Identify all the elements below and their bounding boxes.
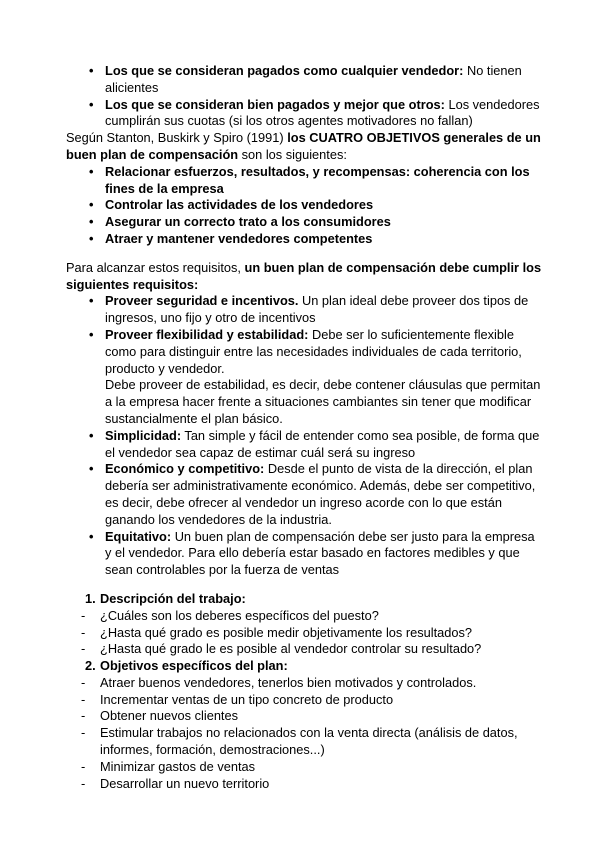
list-item	[66, 625, 542, 642]
list-item	[66, 725, 542, 759]
paragraph-bold-text: los CUATRO OBJETIVOS generales de un buen plan de compensación	[66, 130, 541, 162]
requirements-intro-paragraph	[66, 260, 542, 294]
list-item	[66, 529, 542, 579]
heading-text: Descripción del trabajo:	[100, 590, 246, 606]
list-item	[66, 197, 542, 214]
dash-icon: -	[81, 691, 86, 707]
list-item	[66, 428, 542, 462]
list-item	[66, 759, 542, 776]
item-lead-bold: Los que se consideran bien pagados y mejor que otros:	[105, 96, 445, 112]
blank-line	[66, 248, 542, 260]
bullet-icon: •	[89, 528, 94, 544]
item-lead-bold: Los que se consideran pagados como cualquier vendedor:	[105, 63, 464, 78]
dash-icon: -	[81, 758, 86, 774]
item-text: Los vendedores cumplirán sus cuotas (si los otros agentes motivadores no fallan)	[105, 96, 540, 129]
list-item	[66, 461, 542, 528]
item-text: Obtener nuevos clientes	[100, 708, 239, 724]
bullet-icon: •	[89, 427, 94, 443]
bullet-icon: •	[89, 230, 94, 246]
item-text: Desarrollar un nuevo territorio	[100, 775, 270, 791]
paragraph-text: son los siguientes:	[238, 146, 347, 162]
item-lead-bold: Proveer flexibilidad y estabilidad:	[105, 326, 309, 342]
item-lead-bold: Controlar las actividades de los vendedores	[105, 197, 374, 213]
numbered-heading-job-description	[66, 591, 542, 608]
list-item	[66, 214, 542, 231]
plan-objectives-list	[66, 675, 542, 793]
list-item	[66, 327, 542, 428]
item-text: Un plan ideal debe proveer dos tipos de ingresos, uno fijo y otro de incentivos	[105, 293, 529, 326]
numbered-heading-plan-objectives	[66, 658, 542, 675]
list-item	[66, 231, 542, 248]
item-text: ¿Hasta qué grado es posible medir objetivamente los resultados?	[100, 624, 473, 640]
item-lead-bold: Equitativo:	[105, 528, 172, 544]
list-item	[66, 97, 542, 131]
paragraph-text: Según Stanton, Buskirk y Spiro (1991)	[66, 130, 288, 146]
paragraph-text: Para alcanzar estos requisitos,	[66, 259, 245, 275]
bullet-icon: •	[89, 326, 94, 342]
bullet-icon: •	[89, 197, 94, 213]
item-lead-bold: Simplicidad:	[105, 427, 182, 443]
item-lead-bold: Atraer y mantener vendedores competentes	[105, 230, 373, 246]
bullet-icon: •	[89, 214, 94, 230]
item-number: 2.	[85, 658, 96, 674]
list-item	[66, 776, 542, 793]
list-item	[66, 641, 542, 658]
item-text: Atraer buenos vendedores, tenerlos bien motivados y controlados.	[100, 674, 477, 690]
list-item	[66, 293, 542, 327]
requirements-list	[66, 293, 542, 579]
list-item	[66, 692, 542, 709]
item-text: Debe ser lo suficientemente flexible como para distinguir entre las necesidades individuales de cada territorio, producto y vendedor.	[105, 326, 522, 376]
list-item	[66, 675, 542, 692]
heading-text: Objetivos específicos del plan:	[100, 658, 288, 674]
dash-icon: -	[81, 641, 86, 657]
item-text: ¿Hasta qué grado le es posible al vendedor controlar su resultado?	[100, 641, 482, 657]
job-description-questions-list	[66, 608, 542, 658]
item-text: No tienen alicientes	[105, 63, 522, 95]
bullet-icon: •	[89, 96, 94, 112]
dash-icon: -	[81, 624, 86, 640]
list-item	[66, 708, 542, 725]
bullet-icon: •	[89, 163, 94, 179]
item-text: Un buen plan de compensación debe ser justo para la empresa y el vendedor. Para ello debería estar basado en factores medibles y que sean controlables por la fuerza de ventas	[105, 528, 535, 578]
dash-icon: -	[81, 674, 86, 690]
seller-perception-list	[66, 63, 542, 130]
objectives-intro-paragraph	[66, 130, 542, 164]
dash-icon: -	[81, 725, 86, 741]
dash-icon: -	[81, 708, 86, 724]
bullet-icon: •	[89, 293, 94, 309]
dash-icon: -	[81, 775, 86, 791]
item-lead-bold: Asegurar un correcto trato a los consumidores	[105, 214, 391, 230]
paragraph-bold-text: un buen plan de compensación debe cumplir los siguientes requisitos:	[66, 259, 542, 292]
four-objectives-list	[66, 164, 542, 248]
list-item	[66, 164, 542, 198]
item-number: 1.	[85, 590, 96, 606]
item-lead-bold: Económico y competitivo:	[105, 461, 265, 477]
item-text: Desde el punto de vista de la dirección, el plan debería ser administrativamente económico. Además, debe ser competitivo, es decir, debe ofrecer al vendedor un ingreso acorde con lo que están ganando los vendedores de la industria.	[105, 461, 536, 527]
item-text: Tan simple y fácil de entender como sea posible, de forma que el vendedor sea capaz de estimar cuál será su ingreso	[105, 427, 540, 460]
item-text: Incrementar ventas de un tipo concreto de producto	[100, 691, 394, 707]
item-continuation-text: Debe proveer de estabilidad, es decir, debe contener cláusulas que permitan a la empresa hacer frente a situaciones cambiantes sin tener que modificar sustancialmente el plan básico.	[105, 377, 541, 426]
list-item	[66, 608, 542, 625]
bullet-icon: •	[89, 461, 94, 477]
list-item	[66, 63, 542, 97]
item-lead-bold: Proveer seguridad e incentivos.	[105, 293, 299, 309]
blank-line	[66, 579, 542, 591]
item-text: ¿Cuáles son los deberes específicos del puesto?	[100, 607, 379, 623]
item-text: Minimizar gastos de ventas	[100, 758, 256, 774]
item-lead-bold: Relacionar esfuerzos, resultados, y recompensas: coherencia con los fines de la empresa	[105, 163, 530, 196]
dash-icon: -	[81, 607, 86, 623]
item-text: Estimular trabajos no relacionados con la venta directa (análisis de datos, informes, formación, demostraciones...)	[100, 725, 518, 758]
bullet-icon: •	[89, 63, 94, 78]
